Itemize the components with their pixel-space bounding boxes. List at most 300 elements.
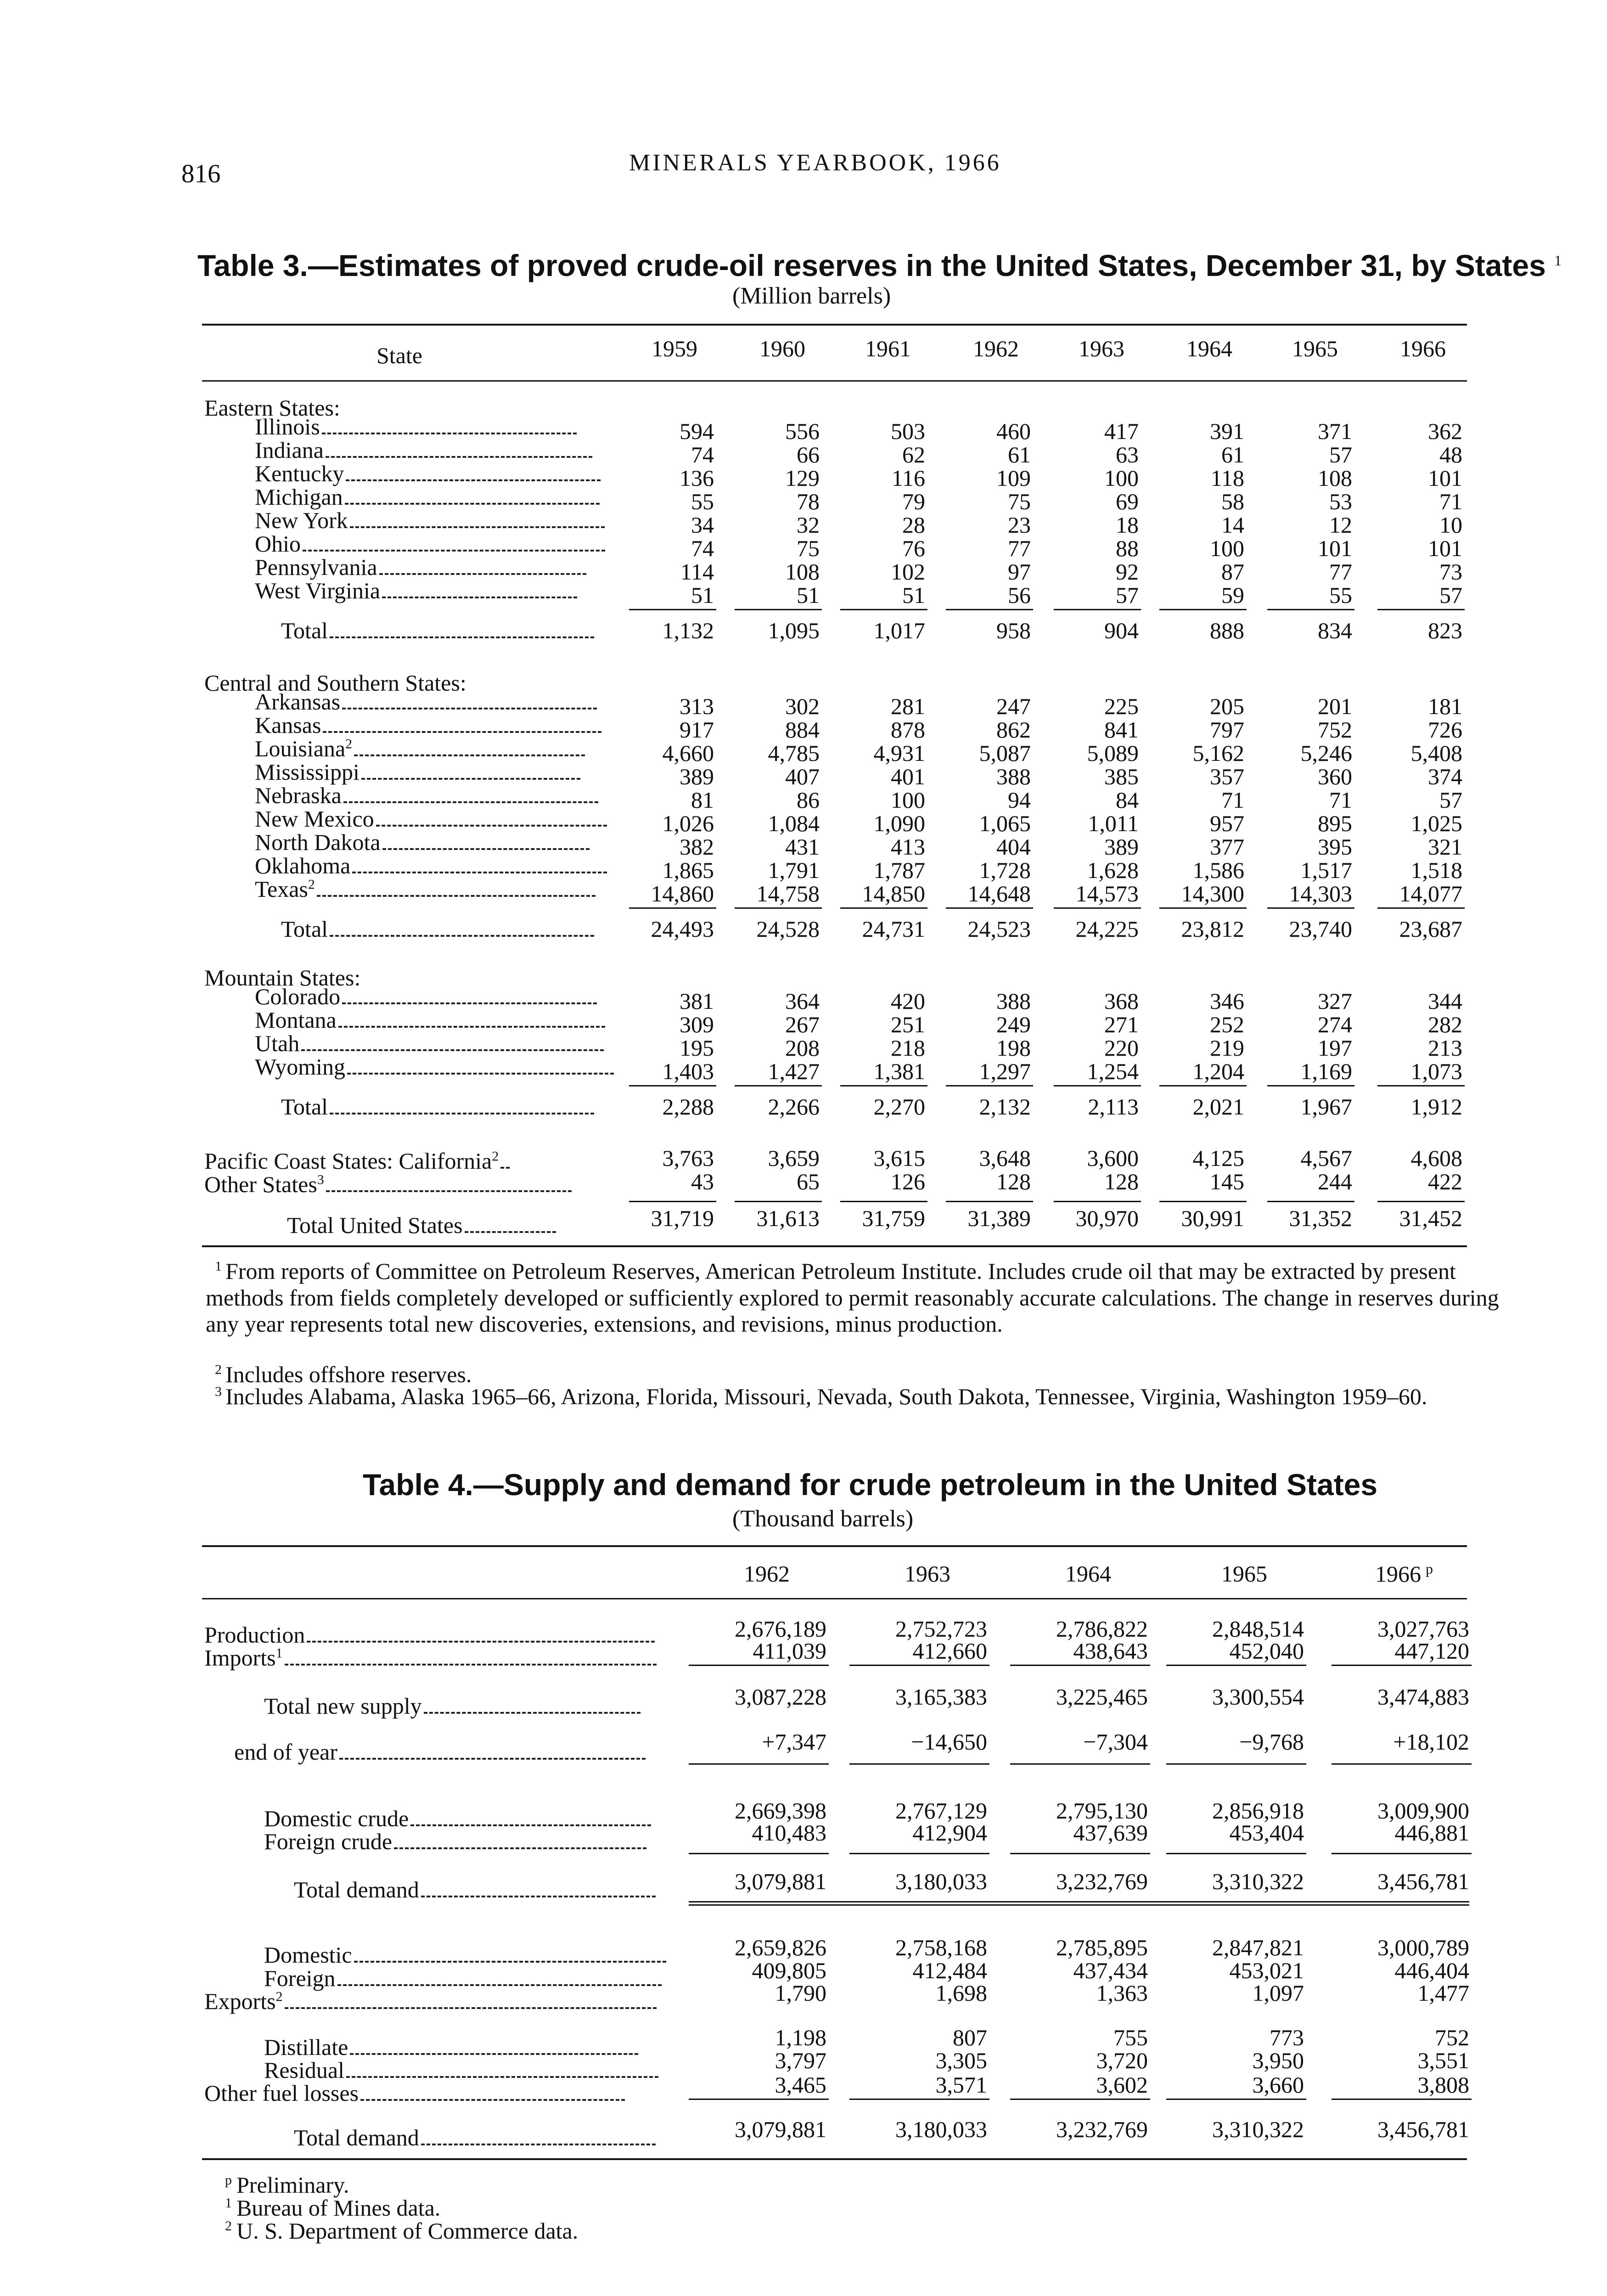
table3-row-val: 28 [902, 512, 925, 538]
table3-row-val: 18 [1116, 512, 1139, 538]
table3-other-val: 4,125 [1192, 1145, 1244, 1171]
table3-row-label-text: Utah [255, 1030, 300, 1056]
table3-row-val: 101 [1428, 535, 1462, 561]
table4-runs_foreign-val: 409,805 [752, 1958, 826, 1983]
table3-grand-total-val: 31,759 [862, 1205, 925, 1231]
table4-distillate-val: 807 [953, 2025, 987, 2050]
table3-row-val: 389 [1104, 834, 1139, 860]
table3-row-label-text: Wyoming [255, 1054, 345, 1080]
table4-total_demand_1-val: 3,180,033 [895, 1868, 987, 1894]
table3-row-val: 109 [996, 465, 1031, 491]
table3-row-val: 195 [680, 1035, 714, 1061]
table3-total-val: 958 [996, 618, 1031, 643]
table3-row-val: 797 [1210, 717, 1244, 743]
table4-foreign_crude-label-text: Foreign crude [264, 1829, 393, 1854]
table4-supply-rule [689, 1665, 829, 1666]
table3-grand-total-val: 31,389 [967, 1205, 1031, 1231]
table4-runs_domestic-val: 3,000,789 [1377, 1935, 1469, 1960]
table4-runs-rule [689, 2099, 829, 2100]
table3-row-val: 1,586 [1192, 857, 1244, 883]
table3-row-label-leader [317, 895, 596, 897]
table3-other-val: 4,567 [1300, 1145, 1352, 1171]
table3-row-val: 1,084 [768, 810, 820, 836]
footnote-text: Includes Alabama, Alaska 1965–66, Arizona, Florida, Missouri, Nevada, South Dakota, Tennessee, Virginia, Washington 1959–60. [225, 1384, 1427, 1409]
table3-row-label-leader [343, 801, 598, 803]
table3-row-label [255, 690, 597, 713]
table3-row-val: 5,089 [1087, 740, 1139, 766]
table3-col-1961: 1961 [865, 336, 911, 361]
table3-row-val: 55 [1329, 582, 1352, 608]
table3-row-val: 92 [1116, 559, 1139, 585]
table3-subtotal-rule [1054, 907, 1141, 909]
table3-row-val: 267 [785, 1012, 820, 1037]
table4-runs-rule [1332, 2099, 1472, 2100]
table3-row-label [255, 760, 580, 783]
table3-row-val: 116 [891, 465, 925, 491]
table3-row-val: 5,087 [979, 740, 1031, 766]
table3-row-val: 58 [1221, 489, 1244, 514]
table4-other_losses-val: 3,465 [775, 2072, 826, 2098]
table3-row-label-text: Michigan [255, 484, 343, 510]
table3-row-label-leader [347, 1073, 614, 1075]
table4-distillate-label-leader [350, 2053, 638, 2055]
table4-col-1965 [1221, 1560, 1267, 1587]
table3-row-label-leader [382, 597, 577, 598]
table3-row-label-text: New York [255, 507, 348, 533]
table4-foreign_crude-label-leader [394, 1847, 646, 1849]
table3-grand-rule [840, 1201, 927, 1202]
table4-domestic_crude-label-text: Domestic crude [264, 1806, 409, 1831]
table4-foreign_crude-val: 437,639 [1073, 1820, 1148, 1846]
table3-other-val: 3,648 [979, 1145, 1031, 1171]
table3-subtotal-rule [1159, 907, 1247, 909]
table3-row-label-text: Mississippi [255, 759, 360, 785]
table3-grand-total-val: 31,719 [651, 1205, 714, 1231]
table3-row-val: 102 [891, 559, 925, 585]
table3-bottom-rule [202, 1245, 1467, 1247]
table3-row-label-text: Pennsylvania [255, 554, 377, 580]
table4-stock_change-val: −9,768 [1239, 1729, 1304, 1755]
table3-other-val: 244 [1318, 1169, 1352, 1194]
table4-production-val: 3,027,763 [1377, 1616, 1469, 1642]
table3-other-val: 128 [996, 1169, 1031, 1194]
table3-row-val: 368 [1104, 988, 1139, 1014]
table3-subtotal-rule [1377, 609, 1465, 610]
table3-row-label-text: North Dakota [255, 829, 381, 855]
table3-row-val: 5,246 [1300, 740, 1352, 766]
table3-row-val: 313 [680, 693, 714, 719]
table3-row-val: 1,026 [662, 810, 714, 836]
table3-top-rule [202, 324, 1467, 326]
table3-total-label-text: Total [281, 618, 328, 643]
table3-row-val: 208 [785, 1035, 820, 1061]
table4-foreign_crude-val: 453,404 [1229, 1820, 1304, 1846]
table3-subtotal-rule [1267, 907, 1354, 909]
table3-row-val: 4,931 [873, 740, 925, 766]
table3-row-label-leader [301, 1049, 604, 1051]
table4-runs_foreign-val: 446,404 [1394, 1958, 1469, 1983]
table3-row-label-leader [303, 550, 605, 551]
table3-row-val: 86 [797, 787, 820, 813]
table4-total_demand_1-label-text: Total demand [294, 1877, 419, 1902]
table3-grand-total-label [287, 1214, 556, 1237]
table3-row-val: 205 [1210, 693, 1244, 719]
table4-stock-rule [1166, 1763, 1306, 1765]
table4-stock-rule [689, 1763, 829, 1765]
table3-grand-rule [946, 1201, 1033, 1202]
table3-other-val: 145 [1210, 1169, 1244, 1194]
table4-imports-val: 452,040 [1229, 1638, 1304, 1664]
table4-stock_change-label-text: end of year [234, 1739, 337, 1765]
table3-other-label [204, 1149, 510, 1172]
table3-row-label [255, 985, 597, 1008]
table3-row-val: 87 [1221, 559, 1244, 585]
table3-row-val: 1,728 [979, 857, 1031, 883]
table4-stock_change-val: −7,304 [1083, 1729, 1148, 1755]
table3-other-label-leader [500, 1167, 510, 1169]
table3-other-val: 65 [797, 1169, 820, 1194]
table3-row-val: 114 [680, 559, 714, 585]
table3-row-label-leader [322, 433, 577, 434]
footnote-text: U. S. Department of Commerce data. [236, 2218, 579, 2244]
table3-row-val: 1,169 [1300, 1058, 1352, 1084]
table3-row-label [255, 1032, 604, 1055]
table3-row-val: 14,077 [1399, 881, 1462, 906]
table4-other_losses-label-leader [360, 2099, 625, 2101]
table3-row-label-text: Texas [255, 876, 308, 902]
table3-row-label-leader [376, 825, 607, 827]
table3-subtotal-rule [1267, 1085, 1354, 1086]
table4-residual-label [264, 2059, 658, 2082]
table4-runs_foreign-label-text: Foreign [264, 1965, 336, 1991]
table4-footnote [225, 2172, 1556, 2199]
table3-row-val: 56 [1008, 582, 1031, 608]
table4-imports-val: 447,120 [1394, 1638, 1469, 1664]
table3-total-label-leader [330, 636, 594, 638]
table4-footnote [225, 2218, 1556, 2245]
table4-domestic_crude-val: 2,669,398 [735, 1798, 826, 1823]
table3-total-val: 23,687 [1399, 916, 1462, 942]
table4-distillate-val: 752 [1435, 2025, 1469, 2050]
table4-total_demand_2-val: 3,456,781 [1377, 2116, 1469, 2142]
table3-grand-rule [1054, 1201, 1141, 1202]
table3-row-val: 407 [785, 764, 820, 789]
table3-row-val: 389 [680, 764, 714, 789]
table3-grand-rule [1377, 1201, 1465, 1202]
table3-row-val: 81 [691, 787, 714, 813]
table3-row-label-text: New Mexico [255, 806, 374, 832]
table4-imports-val: 411,039 [753, 1638, 826, 1664]
table4-total_demand_2-val: 3,232,769 [1056, 2116, 1148, 2142]
table3-col-1962: 1962 [973, 336, 1019, 361]
table3-footnote [206, 1384, 1537, 1410]
table3-total-val: 1,912 [1410, 1094, 1462, 1120]
table3-grand-rule [735, 1201, 822, 1202]
table3-row-label-leader [382, 848, 590, 850]
table3-row-label-text: West Virginia [255, 578, 381, 603]
table4-exports-label [204, 1990, 657, 2013]
table3-row-val: 413 [891, 834, 925, 860]
table4-total_demand_1-label [294, 1878, 656, 1901]
table4-other_losses-val: 3,571 [935, 2072, 987, 2098]
table3-row-val: 14,648 [967, 881, 1031, 906]
table4-total_new_supply-label-leader [424, 1712, 641, 1714]
table3-row-val: 136 [680, 465, 714, 491]
table3-row-val: 108 [1318, 465, 1352, 491]
table3-row-val: 100 [1104, 465, 1139, 491]
table4-col-1962 [744, 1560, 790, 1587]
table3-row-val: 198 [996, 1035, 1031, 1061]
table4-total_demand_1-val: 3,079,881 [735, 1868, 826, 1894]
table4-residual-label-leader [346, 2076, 658, 2078]
table3-row-val: 5,162 [1192, 740, 1244, 766]
footnote-mark: 1 [225, 2195, 232, 2211]
table3-row-val: 302 [785, 693, 820, 719]
table4-imports-label-text: Imports [204, 1645, 276, 1671]
table4-total_demand_1-val: 3,310,322 [1212, 1868, 1304, 1894]
table4-imports-val: 438,643 [1073, 1638, 1148, 1664]
table4-imports-val: 412,660 [912, 1638, 987, 1664]
table4-runs_domestic-label-leader [354, 1961, 666, 1963]
table4-runs_foreign-label [264, 1967, 662, 1990]
table4-total_new_supply-val: 3,165,383 [895, 1684, 987, 1710]
table3-other-val: 126 [891, 1169, 925, 1194]
table3-row-val: 51 [691, 582, 714, 608]
table3-subtotal-rule [946, 907, 1033, 909]
table3-group-heading: Eastern States: [204, 395, 340, 421]
table3-row-label-leader [346, 479, 601, 481]
table4-total_demand_2-label-text: Total demand [294, 2125, 419, 2150]
table3-row-val: 84 [1116, 787, 1139, 813]
table3-row-val: 1,381 [873, 1058, 925, 1084]
table3-total-label-text: Total [281, 916, 328, 942]
table4-stock-rule [849, 1763, 989, 1765]
table3-subtotal-rule [946, 1085, 1033, 1086]
table3-row-val: 71 [1329, 787, 1352, 813]
table3-row-val: 74 [691, 535, 714, 561]
table4-demand-rule [689, 1853, 829, 1854]
table3-total-val: 24,225 [1075, 916, 1139, 942]
table3-row-label-text: Indiana [255, 437, 324, 463]
table4-distillate-val: 773 [1270, 2025, 1304, 2050]
table3-row-val: 321 [1428, 834, 1462, 860]
table3-row-label [255, 784, 598, 807]
table4-total_new_supply-val: 3,300,554 [1212, 1684, 1304, 1710]
table3-row-val: 14,850 [862, 881, 925, 906]
table4-header-rule [202, 1598, 1467, 1599]
table4-other_losses-val: 3,602 [1096, 2072, 1148, 2098]
table3-total-val: 24,493 [651, 916, 714, 942]
page-number: 816 [181, 159, 221, 188]
table4-exports-label-leader [285, 2007, 657, 2009]
table3-row-val: 1,204 [1192, 1058, 1244, 1084]
table3-other-label [204, 1173, 572, 1196]
table3-row-label-leader [350, 526, 605, 528]
table3-row-val: 201 [1318, 693, 1352, 719]
footnote-text: Preliminary. [236, 2172, 349, 2198]
table3-row-label-leader [342, 708, 597, 709]
table4-title: Table 4.—Supply and demand for crude petroleum in the United States [363, 1468, 1378, 1502]
table4-total_demand_1-val: 3,232,769 [1056, 1868, 1148, 1894]
table3-subtotal-rule [1159, 609, 1247, 610]
table3-row-val: 225 [1104, 693, 1139, 719]
table3-row-val: 57 [1116, 582, 1139, 608]
table3-subtotal-rule [1267, 609, 1354, 610]
table3-subtotal-rule [1377, 907, 1465, 909]
table3-row-label-note: 2 [308, 877, 315, 892]
table3-row-val: 862 [996, 717, 1031, 743]
table4-supply-rule [1166, 1665, 1306, 1666]
table3-total-val: 1,132 [662, 618, 714, 643]
table3-row-val: 1,791 [768, 857, 820, 883]
table4-total_demand_2-val: 3,079,881 [735, 2116, 826, 2142]
table3-subtotal-rule [1054, 1085, 1141, 1086]
table3-total-val: 24,731 [862, 916, 925, 942]
table3-subtotal-rule [840, 907, 927, 909]
table3-row-val: 1,787 [873, 857, 925, 883]
table3-row-val: 1,065 [979, 810, 1031, 836]
table3-row-label-leader [354, 754, 585, 756]
footnote-text: Bureau of Mines data. [236, 2195, 441, 2221]
table4-production-val: 2,676,189 [735, 1616, 826, 1642]
table4-col-note: p [1426, 1560, 1433, 1577]
table4-runs_domestic-label-text: Domestic [264, 1942, 352, 1968]
table4-domestic_crude-label-leader [410, 1824, 651, 1826]
table3-other-val: 3,763 [662, 1145, 714, 1171]
table4-top-rule [202, 1545, 1467, 1547]
table3-row-label [255, 807, 607, 830]
table3-row-val: 377 [1210, 834, 1244, 860]
table3-total-val: 888 [1210, 618, 1244, 643]
table3-col-1960: 1960 [759, 336, 805, 361]
table3-row-val: 388 [996, 988, 1031, 1014]
table4-total_new_supply-label-text: Total new supply [264, 1693, 422, 1719]
table3-grand-total-val: 31,613 [756, 1205, 820, 1231]
table3-grand-total-val: 30,991 [1181, 1205, 1244, 1231]
table4-exports-label-text: Exports [204, 1988, 276, 2014]
table4-double-rule [689, 1901, 1469, 1906]
table3-row-val: 327 [1318, 988, 1352, 1014]
table3-row-val: 401 [891, 764, 925, 789]
table3-row-val: 14 [1221, 512, 1244, 538]
table3-row-val: 362 [1428, 418, 1462, 444]
table4-production-val: 2,848,514 [1212, 1616, 1304, 1642]
table3-grand-rule [1267, 1201, 1354, 1202]
table3-row-label [255, 831, 590, 854]
table3-total-val: 1,967 [1300, 1094, 1352, 1120]
table4-runs-rule [849, 2099, 989, 2100]
table4-supply-rule [1332, 1665, 1472, 1666]
table3-row-val: 77 [1329, 559, 1352, 585]
table3-other-label-note: 3 [317, 1172, 324, 1187]
table4-total_new_supply-label [264, 1694, 641, 1717]
table3-row-val: 395 [1318, 834, 1352, 860]
table3-row-val: 404 [996, 834, 1031, 860]
table3-row-val: 282 [1428, 1012, 1462, 1037]
table3-row-val: 12 [1329, 512, 1352, 538]
table4-runs_domestic-label [264, 1943, 666, 1966]
table4-col-label: 1965 [1221, 1561, 1267, 1587]
table3-row-val: 1,011 [1088, 810, 1139, 836]
table3-header-rule [202, 380, 1467, 382]
table4-runs_domestic-val: 2,785,895 [1056, 1935, 1148, 1960]
table4-total_new_supply-val: 3,087,228 [735, 1684, 826, 1710]
table4-col-1966 [1375, 1560, 1433, 1587]
table4-distillate-label [264, 2036, 638, 2059]
table3-row-val: 129 [785, 465, 820, 491]
table3-row-val: 420 [891, 988, 925, 1014]
table3-row-label [255, 556, 586, 579]
table3-row-val: 53 [1329, 489, 1352, 514]
table3-total-val: 24,528 [756, 916, 820, 942]
table3-other-val: 422 [1428, 1169, 1462, 1194]
table3-row-val: 97 [1008, 559, 1031, 585]
table4-stock_change-val: +7,347 [762, 1729, 826, 1755]
table3-subtotal-rule [840, 1085, 927, 1086]
table3-row-val: 388 [996, 764, 1031, 789]
table4-exports-val: 1,698 [935, 1980, 987, 2006]
table3-row-label-leader [352, 872, 607, 873]
table3-grand-rule [629, 1201, 716, 1202]
table3-col-1965: 1965 [1292, 336, 1338, 361]
table3-subtotal-rule [1159, 1085, 1247, 1086]
table4-imports-label-leader [285, 1664, 657, 1666]
table3-other-label-leader [326, 1190, 572, 1192]
table3-row-val: 5,408 [1410, 740, 1462, 766]
table3-total-val: 1,095 [768, 618, 820, 643]
table3-total-val: 23,812 [1181, 916, 1244, 942]
table3-row-val: 23 [1008, 512, 1031, 538]
table3-row-label-leader [361, 778, 580, 780]
table3-total-val: 823 [1428, 618, 1462, 643]
table4-total_demand_2-val: 3,180,033 [895, 2116, 987, 2142]
table3-row-val: 51 [797, 582, 820, 608]
table4-total_demand_2-val: 3,310,322 [1212, 2116, 1304, 2142]
table3-other-label-text: Pacific Coast States: California [204, 1148, 492, 1174]
table4-stock-rule [1332, 1763, 1472, 1765]
footnote-mark: 2 [215, 1362, 222, 1378]
table4-runs_foreign-val: 437,434 [1073, 1958, 1148, 1983]
table3-row-label [255, 485, 600, 508]
table4-foreign_crude-val: 412,904 [912, 1820, 987, 1846]
table3-subtotal-rule [629, 907, 716, 909]
table3-row-val: 79 [902, 489, 925, 514]
table4-exports-val: 1,477 [1417, 1980, 1469, 2006]
table3-row-val: 360 [1318, 764, 1352, 789]
table3-row-label-text: Ohio [255, 531, 301, 557]
table4-production-label [204, 1623, 655, 1646]
table3-row-val: 108 [785, 559, 820, 585]
table4-exports-label-note: 2 [275, 1989, 283, 2004]
table3-row-val: 878 [891, 717, 925, 743]
table3-other-val: 3,615 [873, 1145, 925, 1171]
table3-row-val: 34 [691, 512, 714, 538]
table4-residual-label-text: Residual [264, 2057, 344, 2083]
table4-runs_domestic-val: 2,659,826 [735, 1935, 826, 1960]
table3-total-val: 834 [1318, 618, 1352, 643]
table4-runs-rule [1010, 2099, 1150, 2100]
table4-other_losses-val: 3,660 [1252, 2072, 1304, 2098]
table3-row-val: 14,303 [1289, 881, 1352, 906]
table3-row-val: 100 [891, 787, 925, 813]
running-header: MINERALS YEARBOOK, 1966 [629, 150, 1001, 176]
table3-row-label-text: Nebraska [255, 782, 342, 808]
table4-col-label: 1964 [1065, 1561, 1111, 1587]
table3-row-val: 385 [1104, 764, 1139, 789]
table3-row-label-text: Kentucky [255, 461, 344, 486]
table4-total_demand_2-label [294, 2126, 656, 2149]
table4-exports-val: 1,097 [1252, 1980, 1304, 2006]
